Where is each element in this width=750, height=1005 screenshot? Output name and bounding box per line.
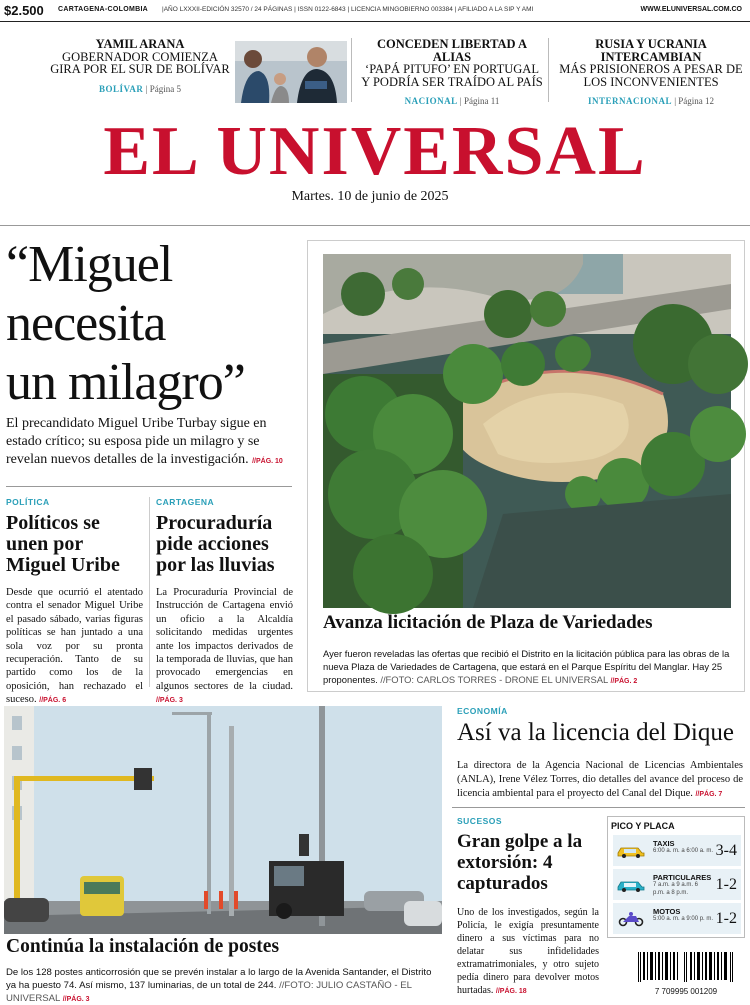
divider (149, 497, 150, 687)
teaser-bolivar[interactable] (48, 38, 232, 94)
teaser-title: RUSIA Y UCRANIA INTERCAMBIAN (595, 37, 707, 64)
teaser-title: YAMIL ARANA (95, 37, 185, 51)
barcode-number: 7 709995 001209 (654, 987, 718, 996)
pyp-row-motos: MOTOS 5:00 a. m. a 9:00 p. m. 1-2 (613, 903, 741, 934)
pyp-row-taxis: TAXIS 6:00 a. m. a 6:00 a. m. 3-4 (613, 835, 741, 866)
street-photo-postes[interactable] (4, 706, 442, 934)
section-label: SUCESOS (457, 816, 503, 826)
teaser-subtitle: MÁS PRISIONEROS A PESAR DE LOS INCONVENIENTES (559, 62, 743, 89)
teaser-tag: BOLÍVAR | Página 5 (99, 83, 181, 94)
story-headline-politica[interactable]: Políticos se unen por Miguel Uribe (6, 512, 120, 576)
pico-y-placa-box (607, 816, 745, 938)
headline-line: “Miguel (6, 236, 173, 293)
photo-credit: //FOTO: CARLOS TORRES - DRONE EL UNIVERSAL (380, 674, 608, 685)
divider (0, 225, 750, 226)
story-body: La Procuraduría Provincial de Instrucción de Cartagena envió un oficio a la Alcaldía solicitando medidas urgentes ante los impactos derivados de la temporada de lluvias, que han provocado emergencias en algunos sectores de la ciudad. //PÁG. 3 (156, 587, 293, 705)
aerial-photo-mangrove[interactable] (323, 254, 731, 608)
barcode-bars (636, 952, 736, 982)
teaser-tag: INTERNACIONAL | Página 12 (587, 96, 715, 106)
edition-meta: |AÑO LXXXII-EDICIÓN 32570 / 24 PÁGINAS | ISSN 0122-6843 | LICENCIA MINGOBIERNO 003384 | AFILIADO A LA SIP Y AMI (162, 6, 534, 13)
page-ref[interactable]: //PÁG. 3 (62, 996, 90, 1003)
headline-line: necesita (6, 295, 166, 352)
teaser-subtitle: GOBERNADOR COMIENZA GIRA POR EL SUR DE BOLÍVAR (50, 49, 230, 76)
page-ref[interactable]: //PÁG. 6 (39, 697, 67, 705)
lead-headline[interactable] (6, 235, 296, 412)
extorsion-headline[interactable]: Gran golpe a la extorsión: 4 capturados (457, 831, 583, 894)
divider (6, 486, 292, 487)
teaser-tag: NACIONAL | Página 11 (404, 96, 500, 106)
section-label: CARTAGENA (156, 497, 215, 507)
teaser-internacional[interactable] (556, 38, 746, 106)
website-link[interactable]: WWW.ELUNIVERSAL.COM.CO (640, 6, 742, 13)
motorcycle-icon (616, 911, 646, 926)
photo-caption: Ayer fueron reveladas las ofertas que recibió el Distrito en la licitación pública para las obras de la nueva Plaza de Variedades de Cartagena, que estará en el Parque Espíritu del Manglar. Hay 25 proponentes. //FOTO: CARLOS TORRES - DRONE EL UNIVERSAL //PÁG. 2 (323, 648, 730, 685)
pico-y-placa-title: PICO Y PLACA (611, 821, 675, 831)
page-ref[interactable]: //PÁG. 10 (252, 458, 283, 465)
divider (548, 38, 549, 102)
photo-credit: //FOTO: JULIO CASTAÑO - EL UNIVERSAL (6, 980, 412, 1004)
issue-date: Martes. 10 de junio de 2025 (291, 189, 449, 204)
story-body: Desde que ocurrió el atentado contra el senador Miguel Uribe el pasado sábado, varias figuras políticas se han juntado a una sola voz por su pronta recuperación. Tanto de su partido como los de la oposición, han rechazado el suceso. //PÁG. 6 (6, 587, 143, 706)
dique-headline[interactable]: Así va la licencia del Dique (457, 719, 734, 746)
headline-line: un milagro” (6, 354, 245, 411)
story-body: Uno de los investigados, según la Policía, le exigía presuntamente dinero a sus víctimas para no delatar sus infidelidades extramatrimoniales, y otro sujeto pedía dinero para devolver motos hurtadas. //PÁG. 18 (457, 907, 599, 996)
divider (452, 807, 745, 808)
section-label: POLÍTICA (6, 497, 50, 507)
divider (351, 38, 352, 102)
page-ref[interactable]: //PÁG. 2 (610, 678, 638, 685)
taxi-icon (616, 843, 646, 858)
masthead-logo: EL UNIVERSAL (103, 113, 647, 190)
story-headline-cartagena[interactable]: Procuraduría pide acciones por las lluvias (156, 512, 275, 576)
teaser-photo (235, 41, 347, 103)
story-body: La directora de la Agencia Nacional de Licencias Ambientales (ANLA), Irene Vélez Torres, dio detalles del avance del proceso de licencia ambiental para el proyecto del Canal del Dique. //PÁG. 7 (457, 760, 743, 799)
city-label: CARTAGENA-COLOMBIA (58, 6, 149, 13)
pyp-row-particulares: PARTICULARES 7 a.m. a 9 a.m. 6 p.m. a 8 p.m. 1-2 (613, 869, 741, 900)
page-ref[interactable]: //PÁG. 18 (495, 988, 527, 995)
teaser-title: CONCEDEN LIBERTAD A ALIAS (376, 37, 528, 64)
section-label: ECONOMÍA (457, 706, 508, 716)
barcode (636, 952, 736, 996)
photo-caption: De los 128 postes anticorrosión que se prevén instalar a lo largo de la Avenida Santander, el Distrito ya ha puesto 74. Así mismo, 137 luminarias, de un total de 244. //FOTO: JULIO CASTAÑO - EL UNIVERSAL //PÁG. 3 (6, 967, 432, 1004)
photo-story-headline[interactable]: Avanza licitación de Plaza de Variedades (323, 612, 653, 633)
teaser-nacional[interactable] (360, 38, 544, 106)
price: $2.500 (4, 3, 44, 18)
postes-headline[interactable]: Continúa la instalación de postes (6, 936, 280, 957)
lead-deck: El precandidato Miguel Uribe Turbay sigue en estado crítico; su esposa pide un milagro y se revelan nuevos detalles de la investigación. //PÁG. 10 (6, 416, 283, 467)
car-icon (616, 877, 646, 892)
page-ref[interactable]: //PÁG. 7 (695, 790, 723, 798)
page-ref[interactable]: //PÁG. 3 (156, 697, 183, 705)
teaser-subtitle: ‘PAPÁ PITUFO’ EN PORTUGAL Y PODRÍA SER TRAÍDO AL PAÍS (361, 62, 543, 89)
